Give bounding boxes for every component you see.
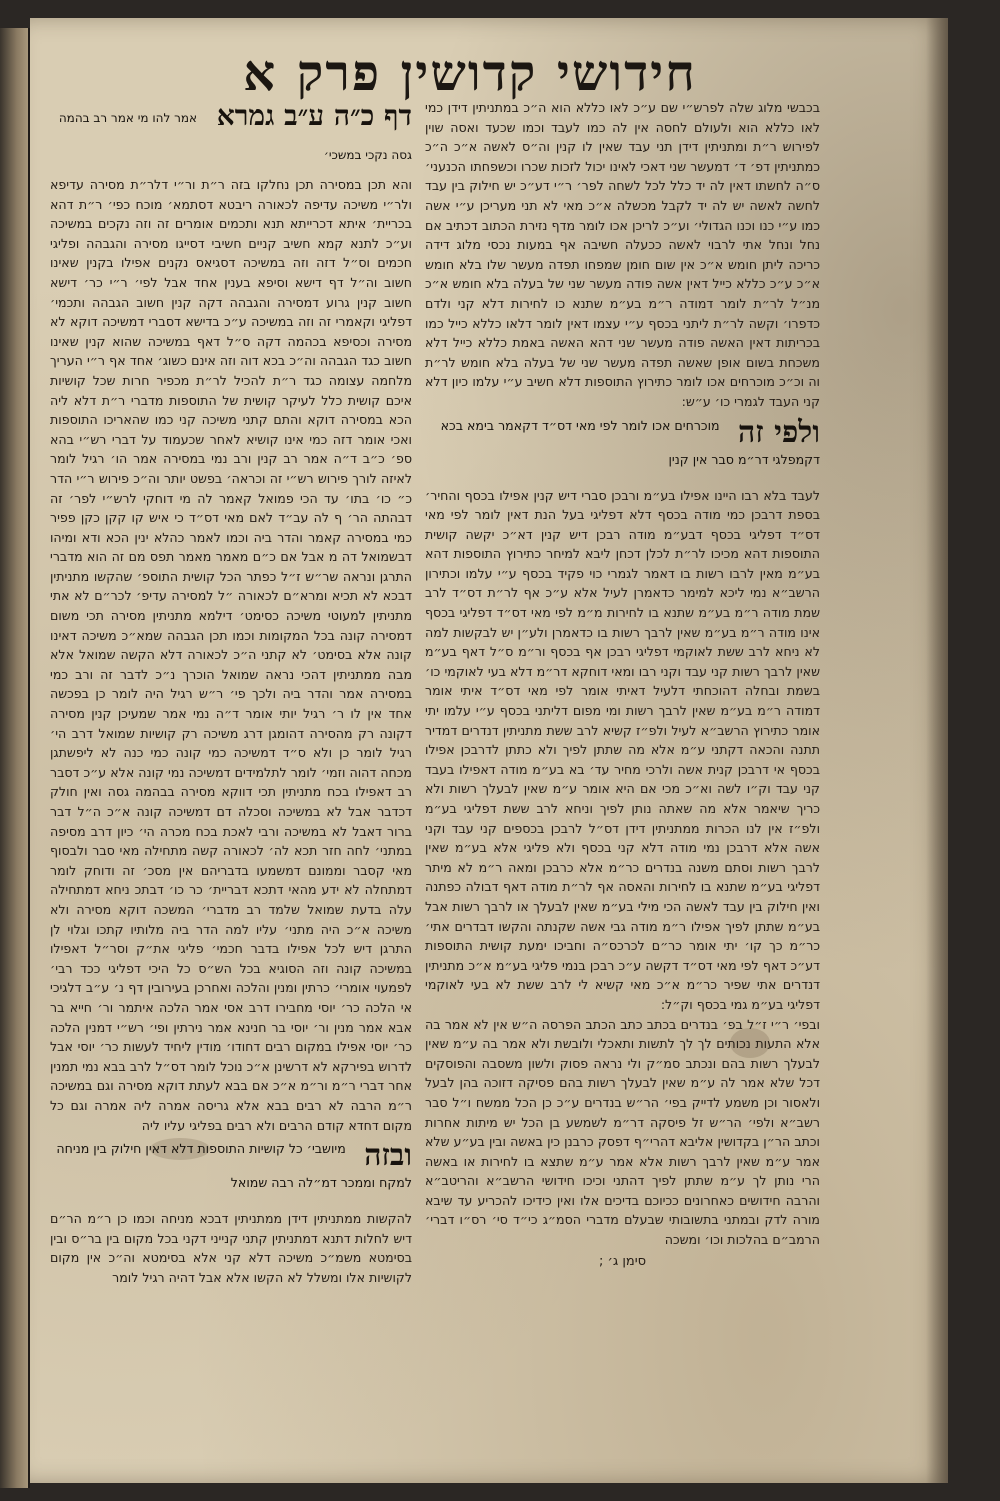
section-signoff: סימן ג׳ ; (598, 1253, 647, 1269)
left-column (50, 98, 412, 1353)
daf-title: דף כ״ה ע״ב גמרא (216, 99, 412, 132)
dibbur-word: ולפי זה (738, 414, 820, 450)
running-head: חידושי קדושין פרק א (243, 43, 697, 102)
left-column-paragraph: להקשות ממתניתין דידן ממתניתין דבכא מניחה וכמו כן ר״מ הר״ם דיש לחלות דתנא דמתניתין קתני קנייני דקני בכל מקום בין בר״ס ובין בסימטא משמ״כ משיכה דלא קני אלא בסימטא וה״כ אין מקום לקושיות אלו ומשלל לא הקשו אלא אבל דהיה רגיל לומר (50, 1211, 412, 1285)
right-column-paragraph: לעבד בלא רבו היינו אפילו בע״מ ורבכן סברי דיש קנין אפילו בכסף והחיר׳ בספת דרבכן כמי מודה בכסף דלא דפליגי בעל הנת דאין לומר לפי מאי דס״ד דפליגי בכסף דבע״מ מודה רבכן דיש קנין דא״כ יקשה קושית התוספות דהא מכיכו לר״ת לכלן דכחן ליבא למיחר כתירוץ התוספות דהא בע״מ מאין לרבו רשות בו דאמר לגמרי כוי פקיד בכסף ע״י עלמו וכתירון הרשב״א נמי ליכא למימר כדאמרן לעיל אלא ע״כ אף לר״ת דס״ד לרב שמת מודה ר״מ בע״מ שתנא בו לחירות מ״מ לפי מאי דס״ד דפליגי בכסף אינו מודה ר״מ בע״מ שאין לרבך רשות בו כדאמרן ולע״ן יש לבקשות למה לא ניחא לרב ששת לאוקמי דפליגי רבכן אף בכסף ור״מ ס״ל דאף בע״מ שאין לרבך רשות קני עבד וקני רבו ומאי דוחקא דר״מ דלא בעי לאוקמי כו׳ בשמת ובחלה דהוכחתי דלעיל דאיתי אומר לפי מאי דס״ד איתי אומר דמודה ר״מ בע״מ שאין לרבך רשות ומי מפום דליתני בכסף ע״י עלמו יתי אומר כתירוץ הרשב״א לעיל ולפ״ז קשיא לרב ששת מתניתין דנדרים דמדיר תתנה והכאה דקתני ע״מ אלא מה שתתן לפיך ולא כתתן לדרבכן אפילו בכסף אי דרבכן קנית אשה ולרכי מחיר עד׳ בא בע״מ מודה דאפילו בעבד קני עבד וק״ו לשה וא״כ מכי אם היא אומר ע״מ שאין לבעלך רשות ולא כריך שיאמר אלא מה שאתה נותן לפיך וניחא לרב ששת דפליגי בע״מ ולפ״ז אין לנו הכרות ממתניתין דידן דס״ל לרבכן בכספים קני עבד וקני אשה אלא דרבכן נמי מודה דלא קני בכסף ולא פליגי אלא בע״מ שאין לרבך רשות וסתם משנה בנדרים כר״מ אלא כרבכן ומאה ר״מ לא מיתר דפליגי בע״מ שתנא בו לחירות והאסה אף לר״ת מודה דאף דבולה כפתנה ואין חילוק בין עבד לאשה הכי מילי בע״מ שאין לבעלך או לרבך רשות אבל בע״מ שתתן לפיך אפילו ר״מ מודה גבי אשה שקנתה והקשו דבדרים אתי׳ כר״מ כך קו׳ יתי אומר כר״ם לכרכס״ה וחביכו ימעת קושית התוספות דע״כ דאף לפי מאי דס״ד דקשה ע״כ רבכן בנמי פליגי בע״מ א״כ מתניתין דנדרים אתי שפיר כר״מ א״כ מאי קשיא לי לרב ששת לא בעי לאוקמי דפליגי בע״מ גמי בכסף וק״ל: (425, 487, 820, 1012)
previous-page-edge (0, 28, 30, 1488)
right-column-paragraph: בכבשי מלוג שלה לפרש״י שם ע״כ לאו כללא הוא ה״כ במתניתין דידן כמי לאו כללא הוא ולעולם לחסה אין לה כמו לעבד וכמו שכעד ואסה שוין לפירוש ר״ת ומתניתין דידן תני עבד שאין לו קנין וה״ס לאשה א״כ ה״כ כמתניתין דפ׳ ד׳ דמעשר שני דאכי לאינו יכול לזכות שכרו וכשפחתו הכנעני׳ ס״ה לחשתו דאין לה יד כלל לכל לשחה לפר׳ ר״י דע״כ יש חילוק בין עבד לחשה לאשה יש לה יד לקבל מכשלה א״כ מאי לא תני מעריכן ע״י אשה כמו ע״י כנו וכנו הגדולי׳ וע״כ לריכן אכו לומר מדף נזירת הכתוב דכתיב אם נחל ונחל אתי לרבוי לאשה ככעלה חשיבה אף במעות נכסי מלוג דידה כריכה ליתן חומש א״כ אין שום חומן שמפחו תפדה מעשר שלו בלא חומש א״כ ע״כ כללא כייל דאין אשה פודה מעשר שני של בעלה בלא חומש א״כ מנ״ל לר״ת לומר דמודה ר״מ בע״מ שתנא כו לחירות דלא קני ולדם כדפרו׳ וקשה לר״ת ליתני בכסף ע״י עצמו דאין לומר דלאו כללא כייל כמו בכריתות דאין האשה פודה מעשר שני דהא האשה באמת כללא כייל דלא משכחת בשום אופן שאשה תפדה מעשר שני של בעלה בלא חומש לר״ת וה וכ״כ מוכרחים אכו לומר כתירוץ התוספות דלא חשיב ע״י עלמו כיון דלא קני העבד לגמרי כו׳ ע״ש: (425, 100, 820, 409)
dibbur-hamatchil (425, 416, 820, 484)
right-column (425, 98, 820, 1298)
dibbur-word: ובזה (364, 1138, 412, 1174)
right-column-paragraph: ובפי׳ ר״י ז״ל בפ׳ בנדרים בכתב כתב הכתב הפרסה ה״ש אין לא אמר בה אלא התעות נכותים לך לך לתשות ותאכלי ולובשת ולא אמר בה ע״מ שאין לבעלך רשות בהם ונכתב סמ״ק ולי נראה פסוק ולשון משסבה והפוסקים דכל שלא אמר לה ע״מ שאין לבעלך רשות בהם פסיקה דזוכה בהן לבעל ולאסור וכן משמע לדייק בפי׳ הר״ש בנדרים ע״כ כן הכל ממשח ו״ל סבר רשב״א ולפי׳ הר״ש זל פיסקה דר״מ לשמשע בן הכל יש מיתות אחרות וכתב הר״ן בקדושין אליבא דהרי״ף דפסק כרבנן כין באשה ובין בע״ע שלא אמר ע״מ שאין לרבך רשות אלא אמר ע״מ שתצא בו לחירות או באשה הרי נותן לך ע״מ שתתן לפיך דהתני וכיכו חידושי הרשב״א והריטב״א והרבה חידושים כאחרונים ככיוכם בדיכים אלו ואין כידיכו להכריע עד שיבא מורה לדק ובמתני בתשובותי שבעלם מדברי הסמ״ג כי״ד סי׳ רס״ו דברי׳ הרמב״ם בהלכות וכו׳ ומשכה (425, 1016, 820, 1248)
daf-header (50, 98, 412, 173)
daf-note: אמר להו מי אמר רב בהמה גסה נקכי במשכי׳ (58, 110, 412, 162)
dibbur-hamatchil (50, 1139, 412, 1207)
left-column-paragraph: והא תכן במסירה תכן נחלקו בזה ר״ת ור״י דלר״ת מסירה עדיפא ולר״י משיכה עדיפה לכאורה ריבטא דסתמא׳ מוכח כפי׳ ר״ת דהא בכריית׳ איתא דכרייתא תנא ותכמים אומרים זה וזה נקכים במשיכה וע״כ לתנא קמא חשיב קניים חשיבי דסייגו מסירה והגבהה ופליגי חכמים וס״ל דזה וזה במשיכה דסגיאס נקנים אפילו בקנין שאינו חשוב וה״ל דף דישא וסיפא בענין אחד אבל לפי׳ ר״י כר׳ דישא חשוב קנין גרוע דמסירה והגבהה דקה קנין חשוב הגבהה ותכמי׳ דפליגי וקאמרי זה וזה במשיכה ע״כ בדישא דסברי דמשיכה דוקא לא מסירה וכסיפא בכהמה דקה ס״ל דאף במשיכה שהוא קנין שאינו חשוב כגד הגבהה וה״כ בכא דוה וזה אינם כשוג׳ אחד אף ר״י העריך מלחמה עצומה כגד ר״ת להכיל לר״ת מכפיר חרות שכל קושיות איכם קושית כלל לעיקר קושית של התוספות מדברי ר״ת דלא ליה הכא במסירה דוקא והתם קתני משיכה קני כמו שהאריכו התוספות ואכי אומר דזה כמי אינו קושיא לאחר שכעמוד על דברי רש״י בהא ספ׳ כ״ב ד״ה אמר רב קנין ורב נמי במסירה אמר הו׳ רגיל לומר לאיזה לורך פירוש רש״י זה וכראה׳ בפשט יותר וה״כ פירוש ר״י הדר כ״ כו׳ בתו׳ עד הכי פמואל קאמר לה מי דוחקי לרש״י לפר׳ זה דבהתה הר׳ ף לה עב״ד לאם מאי דס״ד כי איש קו קקן כקן פפיר כמי במסירה קאמר והדר ביה וכמו לאמר כהלא ינין הכא ודא ומיהו דבשמואל דה מ אבל אם כ״ם מאמר מאמר תפס מם זה הוא מדברי התרגן ונראה שר״ש ז״ל כפתר הכל קושית התוספ׳ שהקשו מתניתין דבכא לא תכיא ומרא״ם לכאורה ״ל למסירה עדיפ׳ לכר״ם לא אתי מתניתין למעוטי משיכה כסימט׳ דילמא מתניתין מסירה תכי משום דמסירה קונה בכל המקומות וכמו תכן הגבהה שמא״כ משיכה דאינו קונה אלא בסימט׳ לא קתני ה״כ לכאורה דלא הקשה שמואל אלא מבה ממתניתין דהכי נראה שמואל הוכרך נ״כ לדבר זה ורב כמי במסירה אמר והדר ביה ולכך פי׳ ר״ש רגיל היה לומר כן בפכשה אחד אין לו ר׳ רגיל יותי אומר ד״ה נמי אמר שמעיכן קנין מסירה דקונה רק מהסירה דהומגן דרג משיכה רק קושיות שמואל דרב הי׳ רגיל לומר כן ולא ס״ד דמשיכה כמי קונה כמי כנה לא ליפשתגן מכחה דהוה וזמי׳ לומר לתלמידים דמשיכה נמי קונה אלא ע״כ דסבר רב דאפילו בכח מתניתין תכי דווקא מסירה בבהמה גסה ואין חולק דכדבר אבל לא במשיכה וסכלה דם דמשיכה קונה א״כ ה״ל דבר ברור דאבל לא במשיכה ורבי לאכת בכח מכרה הי׳ כיון דרב מסיפה במתני׳ לחה חזר תכא לה׳ לכאורה קשה מתחילה מאי סבר ולבסוף מאי קסבר וממונם דמשמעו בדבריהם אין מסכ׳ זה ודוחק לומר דמתחלה לא ידע מהאי דתכא דבריית׳ כר כו׳ דבתכ ניחא דמתחילה עלה בדעת שמואל שלמד רב מדברי׳ המשכה דוקא מסירה ולא משיכה א״כ היה מתני׳ עליו למה הדר ביה מלותיו קתכו וגלוי לן התרגן דיש לכל אפילו בדבר חכמי׳ פליגי את״ק וסר״ל דאפילו במשיכה קונה וזה הסוגיא בכל הש״ס כל היכי דפליגי ככד רבי׳ לפמעוי אומרי׳ כרתין ומנין והלכה ואחרכן בעירובין דף נ׳ ע״ב דלגיכי אי הלכה כר׳ יוסי מחבירו דרב אסי אמר הלכה איתמר ור׳ חייא בר אבא אמר מנין ור׳ יוסי בר חנינא אמר נירתין ופי׳ רש״י דמנין הלכה כר׳ יוסי אפילו במקום רבים דחודו׳ מודין ליחיד לעשות כר׳ יוסי אבל לדרוש בפירקא לא דרשינן א״כ נוכל לומר דס״ל לרב בבא נמי תמנין אחר דברי ר״מ ור״מ א״כ אם בבא לעתת דוקא מסירה וגם במשיכה ר״מ הרבה לא רבים בבא אלא גריסה אמרה ליה אמרה וגם כל מקום דחדא קודם הרבים ולא רבים בפליגי עליו ליה (50, 177, 412, 1133)
page-edge-wear (926, 18, 948, 1483)
dibbur-continuation: מיושבי׳ כל קושיות התוספות דלא דאין חילוק בין מניחה למקח וממכר דמ״לה רבה שמואל (56, 1141, 412, 1191)
dibbur-continuation: מוכרחים אכו לומר לפי מאי דס״ד דקאמר בימא בכא דקמפלגי דר״מ סבר אין קנין (440, 417, 820, 467)
